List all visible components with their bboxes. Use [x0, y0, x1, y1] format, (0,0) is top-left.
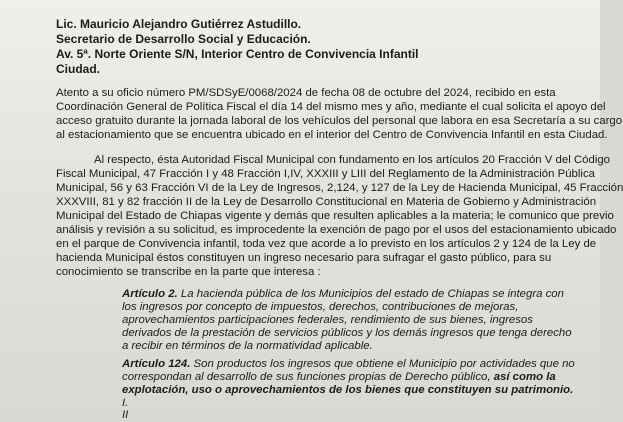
paragraph-line: acceso gratuito durante la jornada laboral de los vehículos del personal que labora en esa Secretaría a su cargo	[56, 115, 623, 127]
quote-line	[122, 288, 564, 301]
paragraph-line: Al respecto, ésta Autoridad Fiscal Municipal con fundamento en los artículos 20 Fracción V del Código	[94, 154, 611, 166]
article-label: Artículo 2.	[122, 288, 178, 300]
paragraph-line: Municipal, 56 y 63 Fracción VI de la Ley de Ingresos, 2,124, y 127 de la Ley de Hacienda Municipal, 45 Fracción	[56, 182, 623, 194]
paragraph-line: Fiscal Municipal, 47 Fracción I y 48 Fracción I,IV, XXXIII y LIII del Reglamento de la Administración Pública	[56, 168, 595, 180]
quote-text-bold: así como la	[493, 371, 556, 383]
quote-line: explotación, uso o aprovechamientos de los bienes que constituyen su patrimonio.	[122, 384, 574, 396]
paragraph-line: hacienda Municipal éstos constituyen un ingreso necesario para sufragar el gasto público, para su	[56, 252, 552, 264]
recipient-city: Ciudad.	[56, 62, 100, 76]
recipient-address: Av. 5ª. Norte Oriente S/N, Interior Centro de Convivencia Infantil	[56, 47, 419, 61]
paragraph-line: análisis y revisión a su solicitud, es improcedente la exención de pago por el usos del estacionamiento ubicado	[56, 224, 617, 236]
list-item: I.	[122, 397, 129, 409]
article-label: Artículo 124.	[122, 358, 191, 370]
paragraph-line: Coordinación General de Política Fiscal el día 14 del mismo mes y año, mediante el cual solicita el apoyo del	[56, 101, 606, 113]
quote-line: aprovechamientos participaciones federales, rendimiento de sus bienes, ingresos	[122, 314, 533, 326]
recipient-name: Lic. Mauricio Alejandro Gutiérrez Astudillo.	[56, 17, 302, 31]
paragraph-line: al estacionamiento que se encuentra ubicado en el interior del Centro de Convivencia Infantil en esta Ciudad.	[56, 129, 608, 141]
paragraph-line: XXXVIII, 81 y 82 fracción II de la Ley de Desarrollo Constitucional en Materia de Gobierno y Administración	[56, 196, 597, 208]
quote-line: a recibir en términos de la normatividad aplicable.	[122, 340, 373, 352]
recipient-title: Secretario de Desarrollo Social y Educación.	[56, 32, 311, 46]
list-item: II	[122, 409, 129, 421]
paragraph-line: Municipal del Estado de Chiapas vigente y demás que resulten aplicables a la materia; le comunico que previo	[56, 210, 614, 222]
quote-line	[122, 371, 556, 384]
quote-line	[122, 358, 575, 371]
quote-line: derivados de la prestación de servicios públicos y los demás ingresos que tenga derecho	[122, 327, 572, 339]
quote-text: La hacienda pública de los Municipios del estado de Chiapas se integra con	[180, 288, 564, 300]
paragraph-line: Atento a su oficio número PM/SDSyE/0068/2024 de fecha 08 de octubre del 2024, recibido en esta	[56, 87, 556, 99]
paragraph-line: en el parque de Convivencia infantil, toda vez que acorde a lo previsto en los artículos 2 y 124 de la Ley de	[56, 238, 597, 250]
quote-text: correspondan al desarrollo de sus funciones propias de Derecho público,	[122, 371, 494, 383]
quote-text: Son productos los ingresos que obtiene el Municipio por actividades que no	[193, 358, 575, 370]
quote-line: los ingresos por concepto de impuestos, derechos, contribuciones de mejoras,	[122, 301, 519, 313]
paragraph-line: conocimiento se transcribe en la parte que interesa :	[56, 266, 321, 278]
